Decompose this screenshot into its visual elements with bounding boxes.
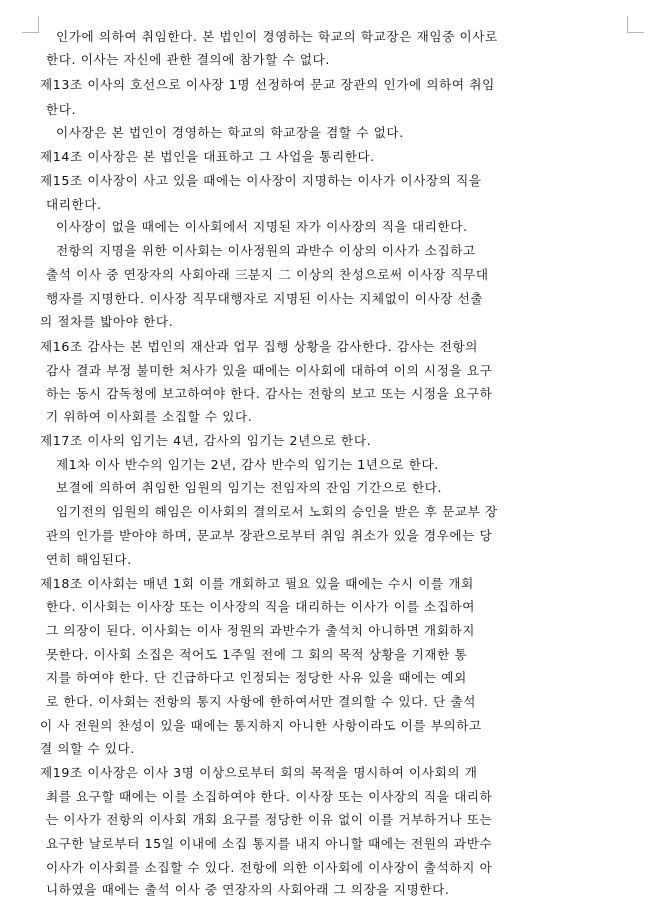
text-line: 한다. 이사회는 이사장 또는 이사장의 직을 대리하는 이사가 이를 소집하여 — [46, 599, 475, 614]
text-line: 제19조 이사장은 이사 3명 이상으로부터 회의 목적을 명시하여 이사회의 개 — [40, 765, 478, 780]
text-line: 의 절차를 밟아야 한다. — [40, 314, 174, 329]
text-line: 이 사 전원의 찬성이 있을 때에는 통지하지 아니한 사항이라도 이를 부의하고 — [40, 718, 482, 733]
text-line: 감사 결과 부정 불미한 처사가 있을 때에는 이사회에 대하여 이의 시정을 요구 — [46, 363, 493, 378]
crop-mark-top-left — [22, 16, 39, 33]
text-line: 한다. 이사는 자신에 관한 결의에 참가할 수 없다. — [46, 52, 330, 67]
text-line: 한다. — [46, 102, 77, 117]
text-line: 임기전의 임원의 해임은 이사회의 결의로서 노회의 승인을 받은 후 문교부 장 — [56, 504, 498, 519]
text-line: 지를 하여야 한다. 단 긴급하다고 인정되는 정당한 사유 있을 때에는 예외 — [46, 670, 467, 685]
text-line: 하는 동시 감독청에 보고하여야 한다. 감사는 전항의 보고 또는 시정을 요구하 — [46, 386, 493, 401]
text-line: 요구한 날로부터 15일 이내에 소집 통지를 내지 아니할 때에는 전원의 과반수 — [46, 836, 493, 851]
text-line: 행자를 지명한다. 이사장 직무대행자로 지명된 이사는 지체없이 이사장 선출 — [46, 291, 484, 306]
text-line: 보결에 의하여 취임한 임원의 임기는 전임자의 잔임 기간으로 한다. — [56, 480, 443, 495]
text-line: 제14조 이사장은 본 법인을 대표하고 그 사업을 통리한다. — [40, 149, 375, 164]
text-line: 제17조 이사의 임기는 4년, 감사의 임기는 2년으로 한다. — [40, 433, 372, 448]
text-line: 관의 인가를 받아야 하며, 문교부 장관으로부터 취임 취소가 있을 경우에는 당 — [46, 528, 493, 543]
text-line: 니하였을 때에는 출석 이사 중 연장자의 사회아래 그 의장을 지명한다. — [46, 882, 450, 897]
text-line: 는 이사가 전항의 이사회 개회 요구를 정당한 이유 없이 이를 거부하거나 또는 — [46, 812, 493, 827]
text-line: 출석 이사 중 연장자의 사회아래 三분지 二 이상의 찬성으로써 이사장 직무대 — [46, 267, 489, 282]
text-line: 전항의 지명을 위한 이사회는 이사정원의 과반수 이상의 이사가 소집하고 — [56, 243, 476, 258]
text-line: 인가에 의하여 취임한다. 본 법인이 경영하는 학교의 학교장은 재임중 이사로 — [56, 29, 498, 44]
text-line: 연히 해임된다. — [46, 552, 132, 567]
text-line: 이사가 이사회를 소집할 수 있다. 전항에 의한 이사회에 이사장이 출석하지 아 — [46, 860, 493, 875]
text-line: 제15조 이사장이 사고 있을 때에는 이사장이 지명하는 이사가 이사장의 직을 — [40, 173, 482, 188]
text-line: 그 의장이 된다. 이사회는 이사 정원의 과반수가 출석치 아니하면 개회하지 — [46, 623, 475, 638]
text-line: 제16조 감사는 본 법인의 재산과 업무 집행 상황을 감사한다. 감사는 전항의 — [40, 339, 479, 354]
text-line: 이사장이 없을 때에는 이사회에서 지명된 자가 이사장의 직을 대리한다. — [56, 219, 468, 234]
text-line: 기 위하여 이사회를 소집할 수 있다. — [46, 409, 253, 424]
text-line: 결 의할 수 있다. — [40, 741, 136, 756]
text-line: 로 한다. 이사회는 전항의 통지 사항에 한하여서만 결의할 수 있다. 단 출석 — [46, 694, 477, 709]
text-line: 제1차 이사 반수의 임기는 2년, 감사 반수의 임기는 1년으로 한다. — [56, 457, 439, 472]
text-line: 못한다. 이사회 소집은 적어도 1주일 전에 그 회의 목적 상황을 기재한 통 — [46, 647, 468, 662]
text-line: 제18조 이사회는 매년 1회 이를 개회하고 필요 있을 때에는 수시 이를 개회 — [40, 576, 474, 591]
text-line: 최를 요구할 때에는 이를 소집하여야 한다. 이사장 또는 이사장의 직을 대리하 — [46, 789, 493, 804]
text-line: 제13조 이사의 호선으로 이사장 1명 선정하여 문교 장관의 인가에 의하여 취임 — [40, 77, 495, 92]
text-line: 대리한다. — [46, 197, 102, 212]
text-line: 이사장은 본 법인이 경영하는 학교의 학교장을 겸할 수 없다. — [56, 125, 404, 140]
